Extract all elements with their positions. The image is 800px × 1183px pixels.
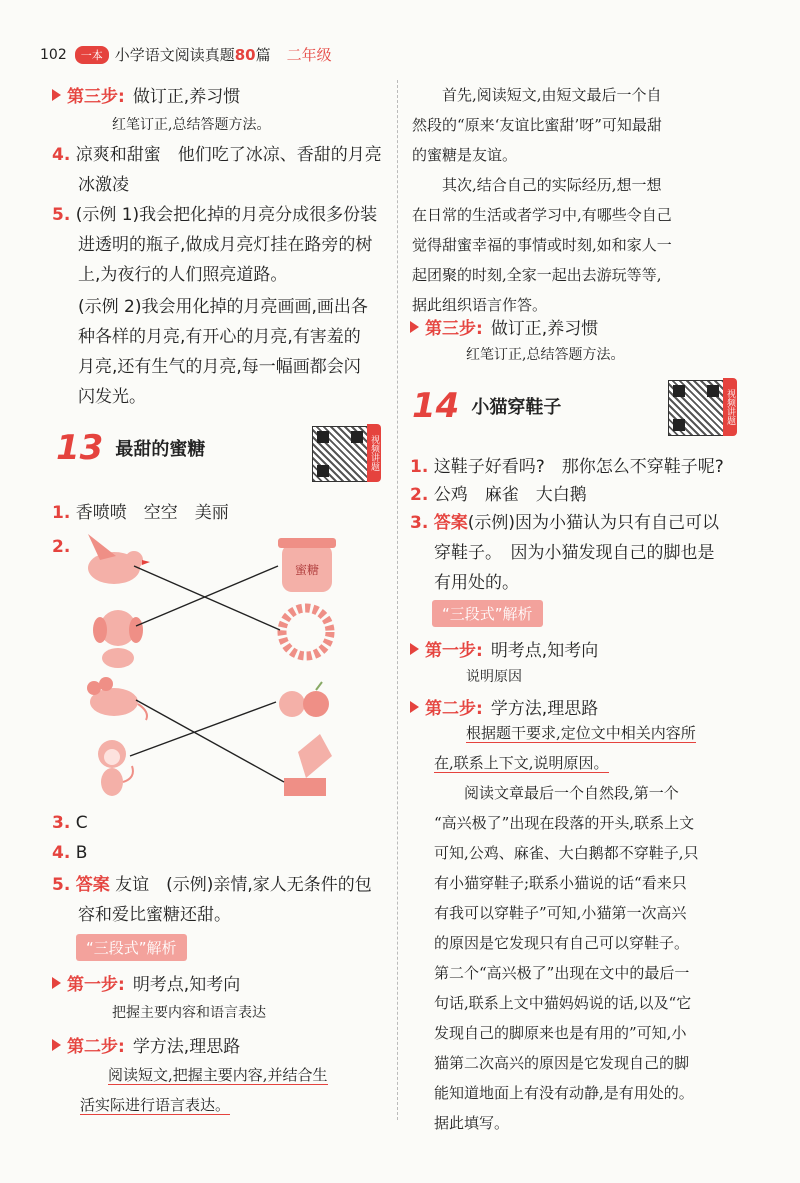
monkey-icon xyxy=(98,740,133,796)
analysis-tag: “三段式”解析 xyxy=(432,600,543,627)
right-para-3: 阅读文章最后一个自然段,第一个 “高兴极了”出现在段落的开头,联系上文 可知,公鸡、麻雀、大白鹅都不穿鞋子,只 有小猫穿鞋子;联系小猫说的话“看来只 有我可以穿鞋子”可知,小猫第一次高兴 的原因是它发现只有自己可以穿鞋子。 第二个“高兴极了”出现在文中的最后一 句话,联系上文中猫妈妈说的话,以及“它 发现自己的脚原来也是有用的”可知,小 猫第二次高兴的原因是它发现自己的脚 能知道地面上有没有动静,是有用处的。 据此填写。 xyxy=(434,784,699,1132)
lesson14-answer-3-cont: 穿鞋子。 因为小猫发现自己的脚也是 xyxy=(434,543,715,563)
right-step3-note: 红笔订正,总结答题方法。 xyxy=(466,347,625,363)
left-answer-4-cont: 冰激凌 xyxy=(78,175,129,195)
lesson14-answer-3: 3. 答案(示例)因为小猫认为只有自己可以 xyxy=(410,513,719,533)
lesson13-answer-1: 1. 香喷喷 空空 美丽 xyxy=(52,503,229,523)
left-step1: 第一步: 明考点,知考向 xyxy=(52,970,240,995)
lesson13-answer-4: 4. B xyxy=(52,843,88,863)
lesson14-answer-3-cont: 有用处的。 xyxy=(434,573,519,593)
video-tab[interactable]: 视频讲题 xyxy=(723,378,737,436)
page-header xyxy=(40,44,332,65)
left-answer-5-line: 闪发光。 xyxy=(78,387,146,407)
right-step3: 第三步: 做订正,养习惯 xyxy=(410,314,598,339)
right-para-1: 首先,阅读短文,由短文最后一个自 然段的“原来‘友谊比蜜甜’呀”可知最甜 的蜜糖是友谊。 xyxy=(412,86,662,164)
brand-badge: 一本 xyxy=(75,46,109,64)
honey-jar-icon xyxy=(278,538,336,592)
matching-diagram xyxy=(70,520,350,810)
match-line xyxy=(130,702,276,756)
left-answer-5-line: 进透明的瓶子,做成月亮灯挂在路旁的树 xyxy=(78,235,373,255)
bone-wreath-icon xyxy=(282,608,330,656)
right-step2-text-cont: 在,联系上下文,说明原因。 xyxy=(434,754,609,772)
lesson-13-title: 13 最甜的蜜糖 xyxy=(56,428,206,468)
qr-code-icon[interactable] xyxy=(668,380,724,436)
lesson-14-title: 14 小猫穿鞋子 xyxy=(412,386,562,426)
match-line xyxy=(136,566,278,626)
left-answer-5: 5. (示例 1)我会把化掉的月亮分成很多份装 xyxy=(52,205,378,225)
step-arrow-icon xyxy=(410,643,419,655)
bird-icon xyxy=(88,534,150,584)
right-step2: 第二步: 学方法,理思路 xyxy=(410,694,598,719)
left-step3-note: 红笔订正,总结答题方法。 xyxy=(112,117,271,133)
grade-label: 二年级 xyxy=(286,46,332,64)
video-tab[interactable]: 视频讲题 xyxy=(367,424,381,482)
lesson14-answer-2: 2. 公鸡 麻雀 大白鹅 xyxy=(410,485,587,505)
left-step2-text: 阅读短文,把握主要内容,并结合生 xyxy=(108,1066,328,1084)
step-arrow-icon xyxy=(52,89,61,101)
lesson13-answer-3: 3. C xyxy=(52,813,88,833)
match-line xyxy=(136,700,284,782)
lesson14-answer-1: 1. 这鞋子好看吗? 那你怎么不穿鞋子呢? xyxy=(410,457,724,477)
lesson13-answer-5-cont: 容和爱比蜜糖还甜。 xyxy=(78,905,231,925)
right-step2-text: 根据题干要求,定位文中相关内容所 xyxy=(466,724,696,742)
match-line xyxy=(134,566,280,630)
page-number: 102 xyxy=(40,46,67,63)
step-arrow-icon xyxy=(410,321,419,333)
jar-label: 蜜糖 xyxy=(294,563,320,577)
left-answer-5-line: 种各样的月亮,有开心的月亮,有害羞的 xyxy=(78,327,361,347)
left-step2: 第二步: 学方法,理思路 xyxy=(52,1032,240,1057)
left-step2-text-cont: 活实际进行语言表达。 xyxy=(80,1096,231,1114)
peaches-icon xyxy=(279,682,329,717)
step-arrow-icon xyxy=(52,977,61,989)
column-divider xyxy=(397,80,398,1120)
mouse-icon xyxy=(87,677,147,720)
step-arrow-icon xyxy=(52,1039,61,1051)
lesson13-answer-5: 5. 答案 友谊 (示例)亲情,家人无条件的包 xyxy=(52,875,372,895)
left-answer-5-line: 上,为夜行的人们照亮道路。 xyxy=(78,265,288,285)
right-step1: 第一步: 明考点,知考向 xyxy=(410,636,598,661)
left-step3: 第三步: 做订正,养习惯 xyxy=(52,82,240,107)
analysis-tag: “三段式”解析 xyxy=(76,934,187,961)
right-para-2: 其次,结合自己的实际经历,想一想 在日常的生活或者学习中,有哪些令自己 觉得甜蜜幸福的事情或时刻,如和家人一 起团聚的时刻,全家一起出去游玩等等, 据此组织语言作答。 xyxy=(412,176,672,314)
step-arrow-icon xyxy=(410,701,419,713)
gramophone-icon xyxy=(284,734,332,796)
qr-code-icon[interactable] xyxy=(312,426,368,482)
left-answer-5-line: (示例 2)我会用化掉的月亮画画,画出各 xyxy=(78,297,368,317)
left-answer-5-line: 月亮,还有生气的月亮,每一幅画都会闪 xyxy=(78,357,361,377)
left-step1-note: 把握主要内容和语言表达 xyxy=(112,1005,266,1021)
puppy-icon xyxy=(93,610,143,668)
lesson13-answer-2: 2. xyxy=(52,537,71,557)
right-step1-note: 说明原因 xyxy=(466,669,522,685)
book-title: 小学语文阅读真题80篇 xyxy=(114,46,271,64)
left-answer-4: 4. 凉爽和甜蜜 他们吃了冰凉、香甜的月亮 xyxy=(52,145,382,165)
